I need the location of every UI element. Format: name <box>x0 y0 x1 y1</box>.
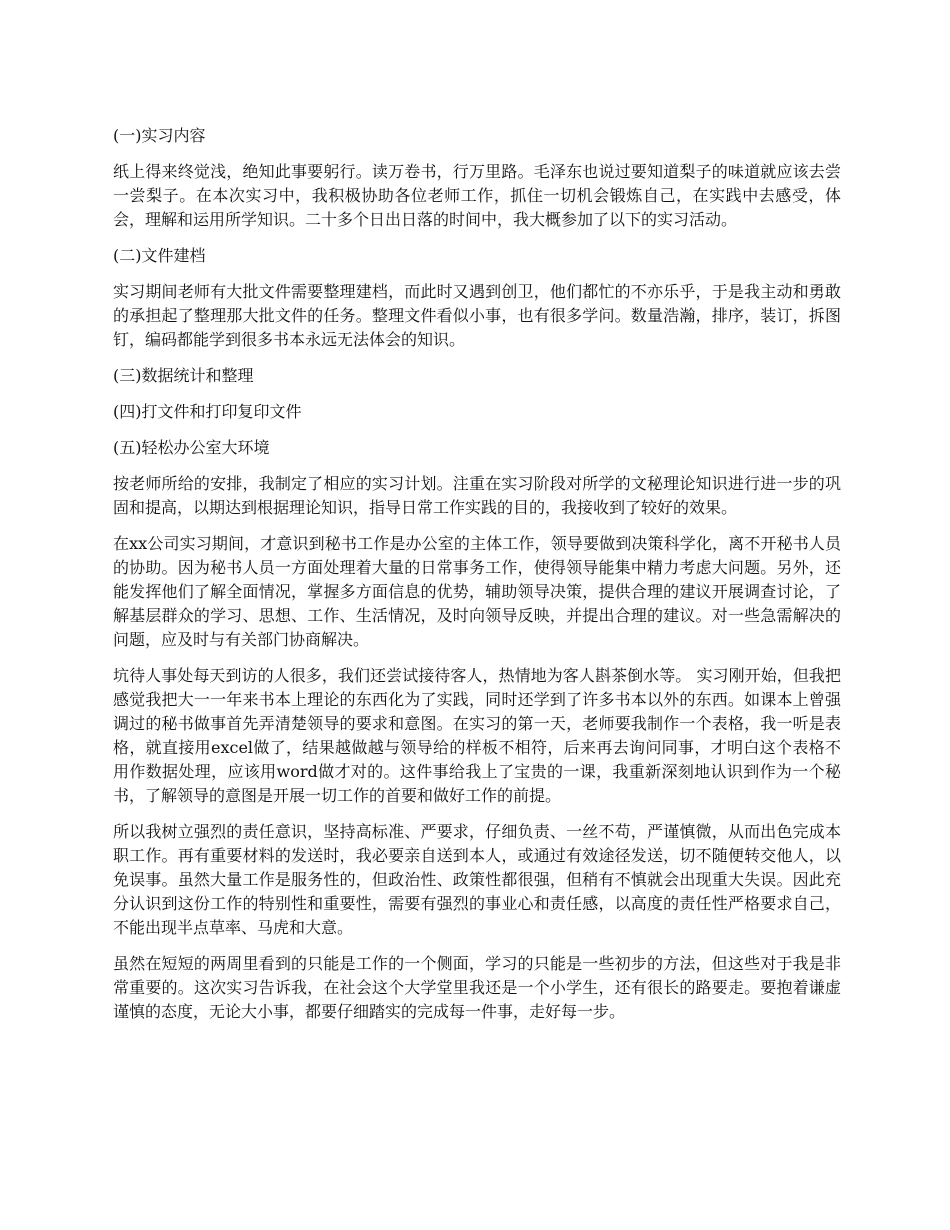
section-heading-typing-printing: (四)打文件和打印复印文件 <box>113 402 302 421</box>
document-page <box>113 124 841 1036</box>
section-heading-data-statistics: (三)数据统计和整理 <box>113 366 254 385</box>
section-heading-office-environment: (五)轻松办公室大环境 <box>113 438 270 457</box>
body-paragraph: 在xx公司实习期间，才意识到秘书工作是办公室的主体工作，领导要做到决策科学化，离不开秘书人员的协助。因为秘书人员一方面处理着大量的日常事务工作，使得领导能集中精力考虑大问题。另外，还能发挥他们了解全面情况，掌握多方面信息的优势，辅助领导决策，提供合理的建议开展调查讨论，了解基层群众的学习、思想、工作、生活情况，及时向领导反映，并提出合理的建议。对一些急需解决的问题，应及时与有关部门协商解决。 <box>113 534 841 649</box>
body-paragraph: 实习期间老师有大批文件需要整理建档，而此时又遇到创卫，他们都忙的不亦乐乎，于是我主动和勇敢的承担起了整理那大批文件的任务。整理文件看似小事，也有很多学问。数量浩瀚，排序，装订，拆图钉，编码都能学到很多书本永远无法体会的知识。 <box>113 282 841 349</box>
section-heading-file-archiving: (二)文件建档 <box>113 246 206 265</box>
body-paragraph: 纸上得来终觉浅，绝知此事要躬行。读万卷书，行万里路。毛泽东也说过要知道梨子的味道就应该去尝一尝梨子。在本次实习中，我积极协助各位老师工作，抓住一切机会锻炼自己，在实践中去感受，体会，理解和运用所学知识。二十多个日出日落的时间中，我大概参加了以下的实习活动。 <box>113 162 841 229</box>
body-paragraph: 所以我树立强烈的责任意识，坚持高标准、严要求，仔细负责、一丝不苟，严谨慎微，从而出色完成本职工作。再有重要材料的发送时，我必要亲自送到本人，或通过有效途径发送，切不随便转交他人，以免误事。虽然大量工作是服务性的，但政治性、政策性都很强，但稍有不慎就会出现重大失误。因此充分认识到这份工作的特别性和重要性，需要有强烈的事业心和责任感，以高度的责任性严格要求自己，不能出现半点草率、马虎和大意。 <box>113 822 841 937</box>
section-heading-internship-content: (一)实习内容 <box>113 126 206 145</box>
body-paragraph: 虽然在短短的两周里看到的只能是工作的一个侧面，学习的只能是一些初步的方法，但这些对于我是非常重要的。这次实习告诉我，在社会这个大学堂里我还是一个小学生，还有很长的路要走。要抱着谦虚谨慎的态度，无论大小事，都要仔细踏实的完成每一件事，走好每一步。 <box>113 954 841 1021</box>
body-paragraph: 坑待人事处每天到访的人很多，我们还尝试接待客人，热情地为客人斟茶倒水等。 实习刚开始，但我把感觉我把大一一年来书本上理论的东西化为了实践，同时还学到了许多书本以外的东西。如课本上曾强调过的秘书做事首先弄清楚领导的要求和意图。在实习的第一天，老师要我制作一个表格，我一听是表格，就直接用excel做了，结果越做越与领导给的样板不相符，后来再去询问同事，才明白这个表格不用作数据处理，应该用word做才对的。这件事给我上了宝贵的一课，我重新深刻地认识到作为一个秘书，了解领导的意图是开展一切工作的首要和做好工作的前提。 <box>113 666 841 805</box>
body-paragraph: 按老师所给的安排，我制定了相应的实习计划。注重在实习阶段对所学的文秘理论知识进行进一步的巩固和提高，以期达到根据理论知识，指导日常工作实践的目的，我接收到了较好的效果。 <box>113 474 841 517</box>
